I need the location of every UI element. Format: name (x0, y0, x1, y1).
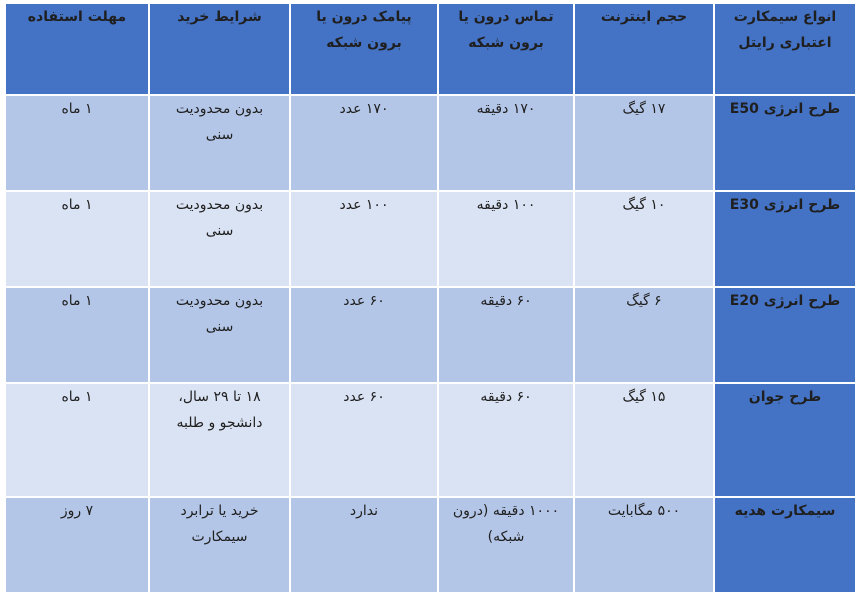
cell-conditions: بدون محدودیت سنی (149, 287, 290, 383)
cell-conditions: خرید یا ترابرد سیمکارت (149, 497, 290, 593)
cell-internet: ۱۵ گیگ (574, 383, 714, 497)
table-row (5, 191, 856, 287)
cell-calls: ۶۰ دقیقه (438, 287, 574, 383)
sim-card-plans-table (4, 2, 857, 594)
cell-conditions: بدون محدودیت سنی (149, 191, 290, 287)
table-row (5, 497, 856, 593)
header-calls: تماس درون یا برون شبکه (438, 3, 574, 95)
cell-internet: ۵۰۰ مگابایت (574, 497, 714, 593)
header-conditions: شرایط خرید (149, 3, 290, 95)
cell-calls: ۶۰ دقیقه (438, 383, 574, 497)
cell-sms: ۶۰ عدد (290, 383, 438, 497)
cell-sms: ۶۰ عدد (290, 287, 438, 383)
cell-internet: ۱۰ گیگ (574, 191, 714, 287)
cell-internet: ۶ گیگ (574, 287, 714, 383)
row-plan-name: طرح انرژی E50 (714, 95, 856, 191)
cell-validity: ۷ روز (5, 497, 149, 593)
table-header (5, 3, 856, 95)
row-plan-name: طرح انرژی E20 (714, 287, 856, 383)
cell-conditions: بدون محدودیت سنی (149, 95, 290, 191)
cell-validity: ۱ ماه (5, 287, 149, 383)
cell-validity: ۱ ماه (5, 95, 149, 191)
cell-validity: ۱ ماه (5, 383, 149, 497)
header-validity: مهلت استفاده (5, 3, 149, 95)
cell-calls: ۱۰۰۰ دقیقه (درون شبکه) (438, 497, 574, 593)
table-row (5, 383, 856, 497)
cell-internet: ۱۷ گیگ (574, 95, 714, 191)
row-plan-name: سیمکارت هدیه (714, 497, 856, 593)
table-row (5, 287, 856, 383)
header-sms: پیامک درون یا برون شبکه (290, 3, 438, 95)
row-plan-name: طرح انرژی E30 (714, 191, 856, 287)
cell-calls: ۱۰۰ دقیقه (438, 191, 574, 287)
cell-conditions: ۱۸ تا ۲۹ سال، دانشجو و طلبه (149, 383, 290, 497)
cell-calls: ۱۷۰ دقیقه (438, 95, 574, 191)
header-internet: حجم اینترنت (574, 3, 714, 95)
cell-sms: ۱۷۰ عدد (290, 95, 438, 191)
table-body (5, 95, 856, 593)
header-sim-type: انواع سیمکارت اعتباری رایتل (714, 3, 856, 95)
row-plan-name: طرح جوان (714, 383, 856, 497)
header-row (5, 3, 856, 95)
cell-validity: ۱ ماه (5, 191, 149, 287)
table-row (5, 95, 856, 191)
cell-sms: ندارد (290, 497, 438, 593)
cell-sms: ۱۰۰ عدد (290, 191, 438, 287)
